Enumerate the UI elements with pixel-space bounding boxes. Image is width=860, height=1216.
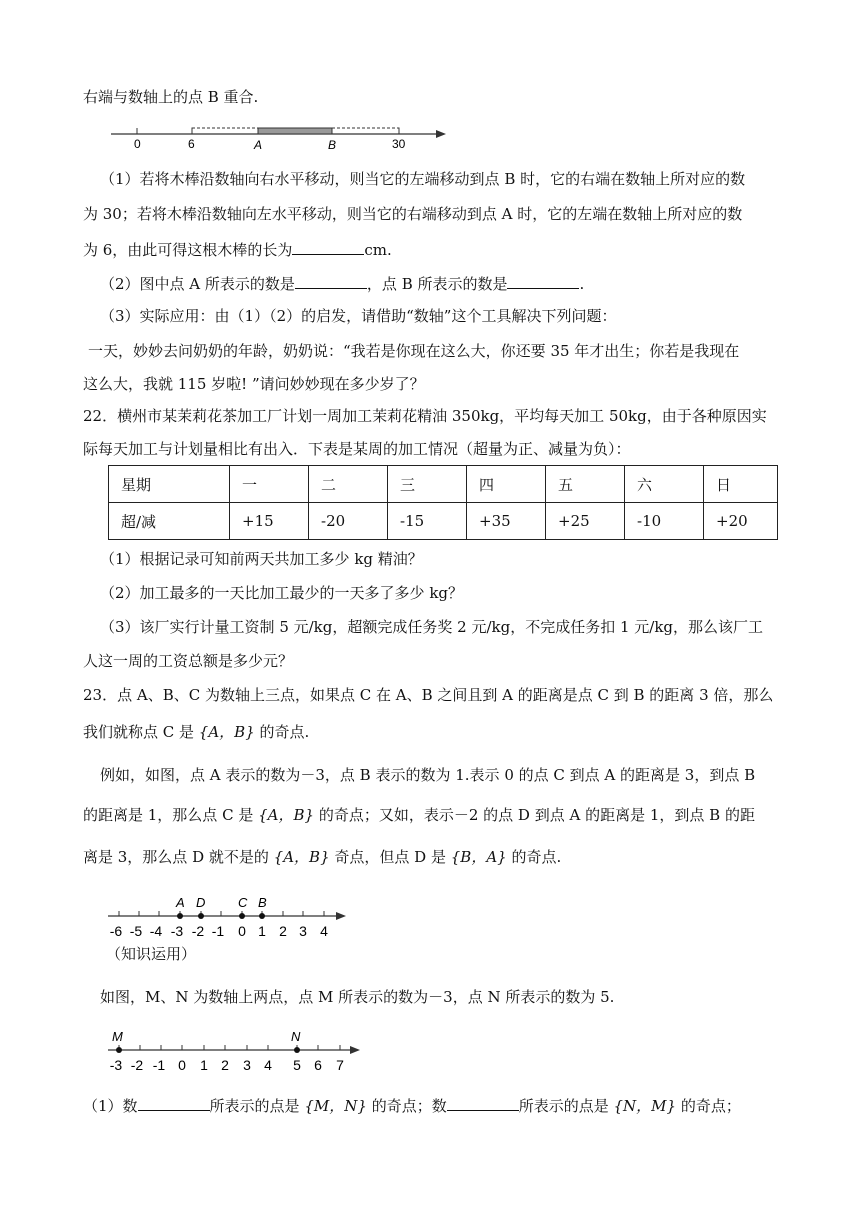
q23-apply-text: 如图，M、N 为数轴上两点，点 M 所表示的数为－3，点 N 所表示的数为 5. (100, 988, 615, 1006)
q23-q1-d: 所表示的点是 (518, 1097, 609, 1115)
tick-label: -1 (152, 1057, 166, 1073)
tick-label: 0 (178, 1057, 186, 1073)
tick-label: 0 (238, 923, 246, 939)
fig1-label-a: A (254, 138, 263, 152)
answer-blank[interactable] (292, 238, 364, 255)
answer-blank[interactable] (295, 272, 367, 289)
tick-label: -3 (170, 923, 184, 939)
tick-label: 3 (243, 1057, 251, 1073)
tick-label: -1 (211, 923, 225, 939)
number-line-figure-3 (104, 1024, 366, 1076)
table-cell: 超/减 (109, 503, 230, 540)
q22-question1: （1）根据记录可知前两天共加工多少 kg 精油？ (100, 550, 423, 568)
q23-ex-c2: 奇点，但点 D 是 (334, 848, 446, 866)
q22-stem-line2: 际每天加工与计划量相比有出入．下表是某周的加工情况（超量为正、减量为负）： (83, 440, 631, 458)
number-line-figure-2 (104, 890, 349, 942)
q22-question3-line1: （3）该厂实行计量工资制 5 元/kg，超额完成任务奖 2 元/kg，不完成任务扣 1 元/kg，那么该厂工 (100, 618, 764, 636)
table-cell: 星期 (109, 466, 230, 503)
tick-label: -2 (191, 923, 205, 939)
tick-label: -3 (109, 1057, 123, 1073)
fig1-label-6: 6 (188, 137, 195, 151)
tick-label: 5 (293, 1057, 301, 1073)
table-row (109, 466, 778, 503)
set-m-n: {M，N} (304, 1097, 367, 1115)
q23-stem-line1: 23．点 A、B、C 为数轴上三点，如果点 C 在 A、B 之间且到 A 的距离是点 C 到 B 的距离 3 倍，那么 (83, 686, 774, 704)
table-cell: +25 (546, 503, 625, 540)
table-cell: 一 (230, 466, 309, 503)
table-cell: +20 (704, 503, 778, 540)
q23-ex-c1: 离是 3，那么点 D 就不是的 (83, 848, 269, 866)
set-a-b: {A，B} (258, 806, 315, 824)
tick-label: -5 (129, 923, 143, 939)
tick-label: 2 (221, 1057, 229, 1073)
q21-part1-text: 为 6，由此可得这根木棒的长为 (83, 241, 293, 259)
q23-q1-a: （1）数 (83, 1097, 138, 1115)
q23-q1-c: 的奇点；数 (371, 1097, 447, 1115)
q21-part2-b: ，点 B 所表示的数是 (366, 275, 508, 293)
q22-question3-line2: 人这一周的工资总额是多少元？ (83, 652, 294, 670)
table-cell: 三 (388, 466, 467, 503)
q23-q1-e: 的奇点； (680, 1097, 741, 1115)
q22-question2: （2）加工最多的一天比加工最少的一天多了多少 kg？ (100, 584, 464, 602)
q23-question1 (83, 1094, 741, 1117)
table-cell: 六 (625, 466, 704, 503)
point-n-label: N (291, 1029, 301, 1044)
point-c-label: C (238, 895, 248, 910)
table-cell: 二 (309, 466, 388, 503)
set-n-m: {N，M} (613, 1097, 677, 1115)
q23-ex-b2: 的奇点；又如，表示－2 的点 D 到点 A 的距离是 1，到点 B 的距 (318, 806, 755, 824)
point-b-label: B (258, 895, 267, 910)
q21-part1-line2: 为 30；若将木棒沿数轴向左水平移动，则当它的右端移动到点 A 时，它的左端在数轴上所对应的数 (83, 205, 743, 223)
tick-label: -2 (130, 1057, 144, 1073)
q21-story-line2: 这么大，我就 115 岁啦! ”请问妙妙现在多少岁了？ (83, 375, 425, 393)
table-row (109, 503, 778, 540)
table-cell: -15 (388, 503, 467, 540)
answer-blank[interactable] (138, 1094, 210, 1111)
set-a-b: {A，B} (273, 848, 330, 866)
point-a-label: A (176, 895, 185, 910)
knowledge-heading: （知识运用） (106, 945, 197, 963)
q21-part1-line3 (83, 238, 392, 261)
unit-text: cm. (364, 241, 392, 259)
point-d-label: D (196, 895, 206, 910)
tick-label: -6 (109, 923, 123, 939)
tick-label: 1 (200, 1057, 208, 1073)
tick-label: -4 (149, 923, 163, 939)
table-cell: +15 (230, 503, 309, 540)
number-line-figure-1 (108, 124, 448, 154)
q23-example-line1: 例如，如图，点 A 表示的数为－3，点 B 表示的数为 1.表示 0 的点 C 到点 A 的距离是 3，到点 B (100, 766, 756, 784)
q21-story-line1: 一天，妙妙去问奶奶的年龄，奶奶说：“我若是你现在这么大，你还要 35 年才出生；你若是我现在 (88, 342, 740, 360)
tick-label: 1 (258, 923, 266, 939)
processing-table (108, 465, 778, 540)
q22-stem-line1: 22．横州市某茉莉花茶加工厂计划一周加工茉莉花精油 350kg，平均每天加工 50kg，由于各种原因实 (83, 407, 767, 425)
table-cell: 日 (704, 466, 778, 503)
q21-part2-end: . (579, 275, 585, 293)
tick-label: 2 (279, 923, 287, 939)
intro-text: 右端与数轴上的点 B 重合. (83, 88, 259, 106)
table-cell: +35 (467, 503, 546, 540)
q23-example-line2 (83, 804, 755, 826)
q23-ex-c3: 的奇点. (511, 848, 562, 866)
q21-part2-a: （2）图中点 A 所表示的数是 (100, 275, 295, 293)
tick-label: 4 (320, 923, 328, 939)
q21-part2 (100, 272, 584, 295)
tick-label: 6 (314, 1057, 322, 1073)
q23-stem-end: 的奇点. (259, 723, 310, 741)
set-b-a: {B，A} (450, 848, 507, 866)
fig1-label-30: 30 (392, 137, 406, 151)
set-a-b: {A，B} (198, 723, 255, 741)
table-cell: -20 (309, 503, 388, 540)
tick-label: 3 (299, 923, 307, 939)
table-cell: -10 (625, 503, 704, 540)
q23-stem-line2 (83, 721, 309, 743)
answer-blank[interactable] (447, 1094, 519, 1111)
q23-q1-b: 所表示的点是 (209, 1097, 300, 1115)
q23-ex-b1: 的距离是 1，那么点 C 是 (83, 806, 254, 824)
q21-part3: （3）实际应用：由（1）（2）的启发，请借助“数轴”这个工具解决下列问题： (100, 307, 617, 325)
table-cell: 五 (546, 466, 625, 503)
fig1-label-0: 0 (134, 137, 141, 151)
point-m-label: M (112, 1029, 123, 1044)
answer-blank[interactable] (507, 272, 579, 289)
q23-stem-text: 我们就称点 C 是 (83, 723, 195, 741)
fig1-label-b: B (328, 138, 337, 152)
table-cell: 四 (467, 466, 546, 503)
q23-example-line3 (83, 846, 561, 868)
tick-label: 7 (336, 1057, 344, 1073)
q21-part1-line1: （1）若将木棒沿数轴向右水平移动，则当它的左端移动到点 B 时，它的右端在数轴上所对应的数 (100, 170, 746, 188)
tick-label: 4 (264, 1057, 272, 1073)
